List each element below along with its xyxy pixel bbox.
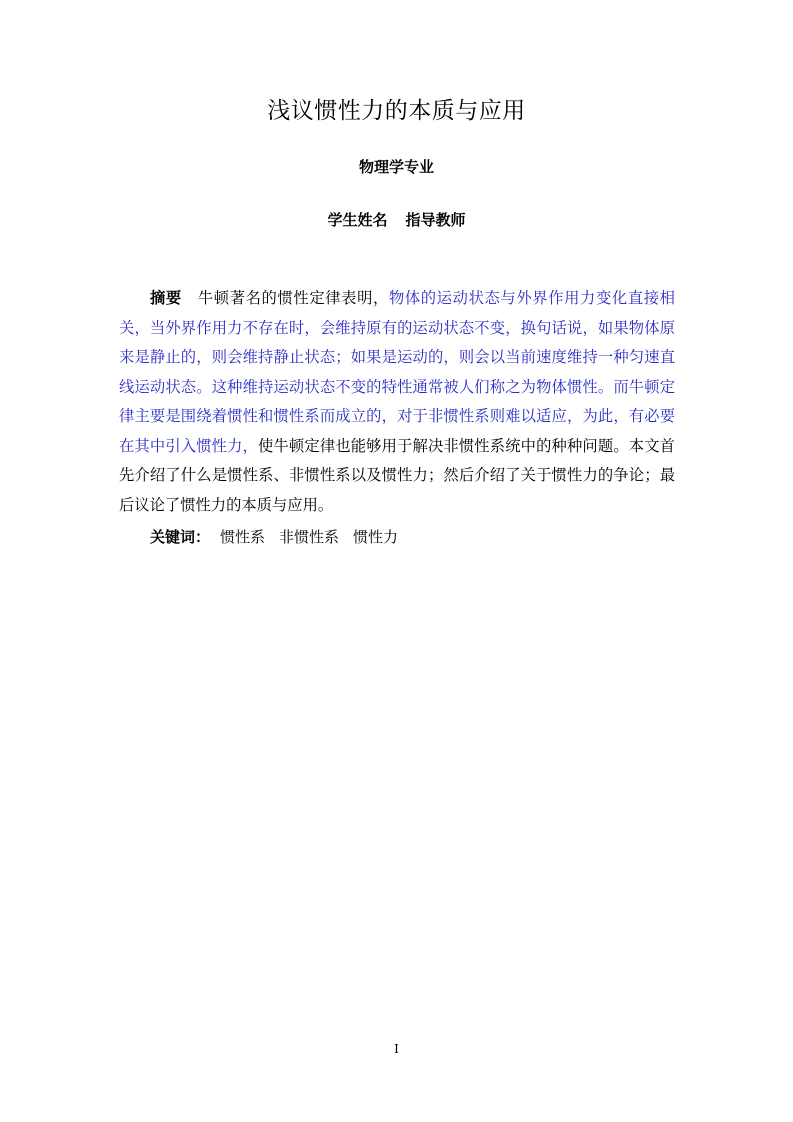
abstract-label: 摘要: [150, 289, 182, 307]
major-line: 物理学专业: [358, 158, 434, 176]
page-number: I: [394, 1042, 399, 1056]
abstract-text-segment-3: 使牛顿定律也能够用于解决非惯性系统中的种种问题。本文首先介绍了什么是惯性系、非惯性系以及惯性力；然后介绍了关于惯性力的争论；最后议论了惯性力的本质与应用。: [119, 436, 675, 514]
paper-title: 浅议惯性力的本质与应用: [267, 98, 526, 124]
keywords-label: 关键词：: [150, 528, 211, 546]
keyword-item: 惯性系: [220, 528, 266, 546]
keyword-item: 惯性力: [353, 528, 399, 546]
advisor-label: 指导教师: [405, 211, 466, 229]
keyword-item: 非惯性系: [279, 528, 340, 546]
abstract-text-segment-2: 物体的运动状态与外界作用力变化直接相关，当外界作用力不存在时，会维持原有的运动状态不变，换句话说，如果物体原来是静止的，则会维持静止状态；如果是运动的，则会以当前速度维持一种匀速直线运动状态。这种维持运动状态不变的特性通常被人们称之为物体惯性。而牛顿定律主要是围绕着惯性和惯性系而成立的，对于非惯性系则难以适应，为此，有必要在其中引入惯性力，: [119, 289, 675, 455]
author-line: [0, 209, 793, 230]
keywords-line: [150, 526, 412, 547]
student-name-label: 学生姓名: [327, 211, 388, 229]
abstract-text-segment-1: 牛顿著名的惯性定律表明，: [197, 289, 389, 307]
abstract-paragraph: [119, 284, 675, 520]
